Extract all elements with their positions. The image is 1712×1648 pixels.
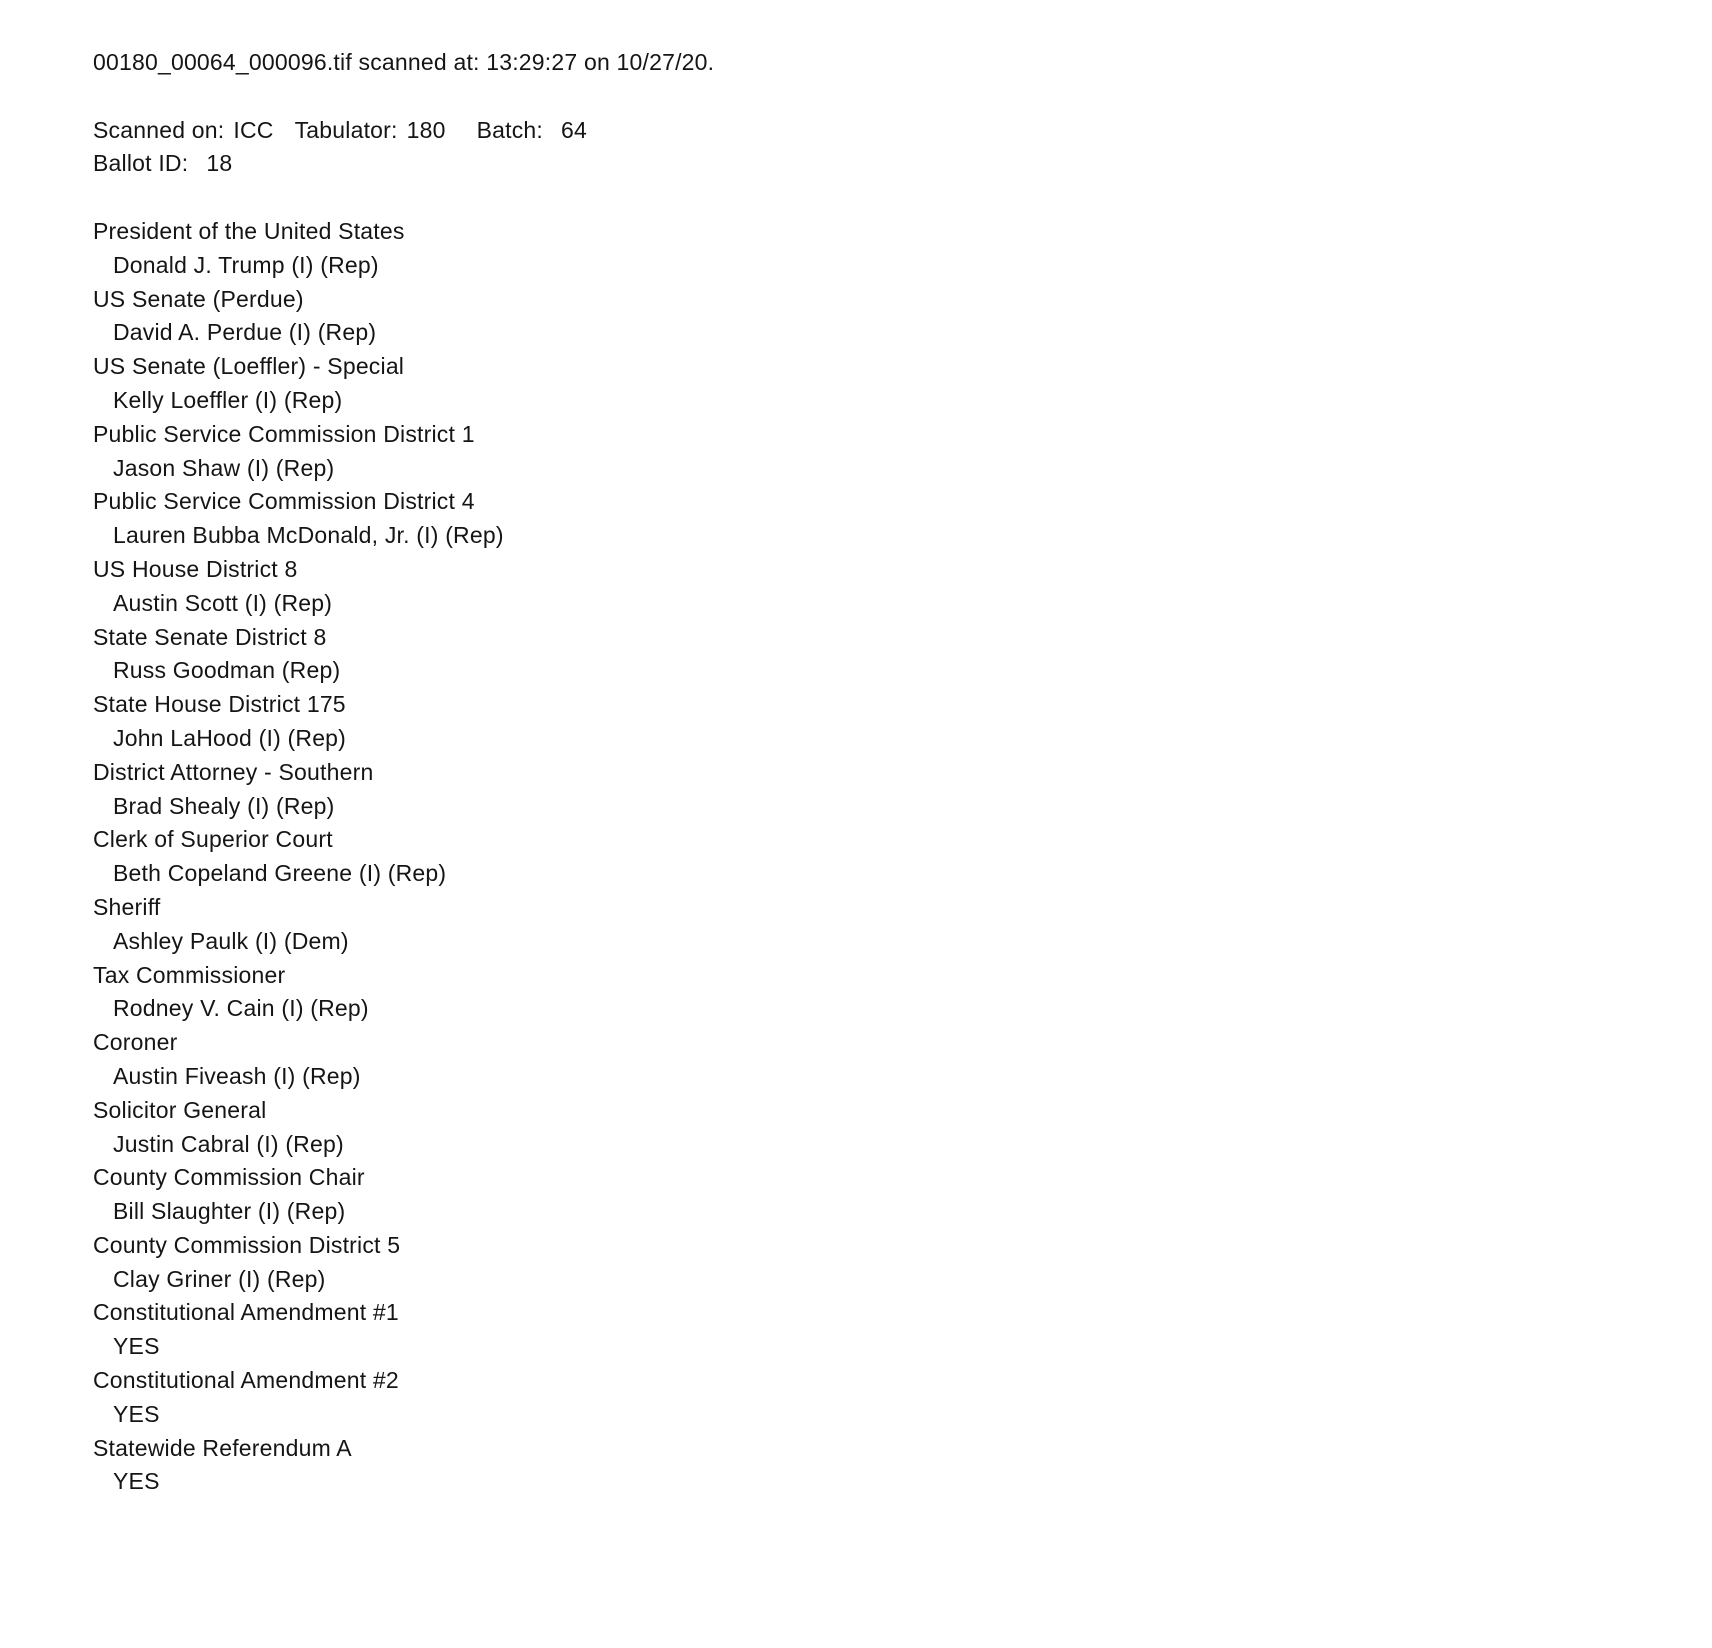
contest-title: County Commission District 5 [93, 1231, 401, 1258]
contest-row [93, 283, 1652, 351]
contest-row [93, 1229, 1652, 1297]
ballot-id-label: Ballot ID: [93, 150, 189, 177]
contest-row [93, 1364, 1652, 1432]
contest-row [93, 688, 1652, 756]
scan-info-line [93, 114, 1652, 148]
tabulator-label: Tabulator: [294, 116, 398, 143]
contest-title: Solicitor General [93, 1096, 267, 1123]
contest-selection: David A. Perdue (I) (Rep) [113, 319, 377, 346]
contest-selection: Brad Shealy (I) (Rep) [113, 792, 335, 819]
contest-row [93, 1432, 1652, 1500]
contest-list [93, 215, 1652, 1499]
contest-selection: Justin Cabral (I) (Rep) [113, 1130, 344, 1157]
contest-selection: Donald J. Trump (I) (Rep) [113, 251, 379, 278]
batch-value: 64 [561, 116, 587, 143]
contest-row [93, 756, 1652, 824]
contest-row [93, 621, 1652, 689]
contest-selection: Russ Goodman (Rep) [113, 657, 341, 684]
contest-selection: Bill Slaughter (I) (Rep) [113, 1198, 346, 1225]
tabulator-value: 180 [406, 116, 446, 143]
contest-title: State Senate District 8 [93, 623, 327, 650]
contest-selection: Jason Shaw (I) (Rep) [113, 454, 335, 481]
contest-selection: YES [113, 1333, 160, 1360]
contest-title: Clerk of Superior Court [93, 826, 333, 853]
batch-label: Batch: [476, 116, 543, 143]
contest-selection: Beth Copeland Greene (I) (Rep) [113, 860, 447, 887]
contest-selection: Rodney V. Cain (I) (Rep) [113, 995, 369, 1022]
scan-filename-line: 00180_00064_000096.tif scanned at: 13:29:27 on 10/27/20. [93, 49, 715, 75]
contest-title: US Senate (Perdue) [93, 285, 304, 312]
contest-selection: John LaHood (I) (Rep) [113, 724, 347, 751]
contest-title: State House District 175 [93, 691, 346, 718]
ballot-id-line [93, 147, 1652, 181]
contest-row [93, 823, 1652, 891]
contest-title: US Senate (Loeffler) - Special [93, 353, 405, 380]
contest-title: Constitutional Amendment #1 [93, 1299, 399, 1326]
contest-title: District Attorney - Southern [93, 758, 374, 785]
contest-selection: Clay Griner (I) (Rep) [113, 1265, 326, 1292]
contest-title: Statewide Referendum A [93, 1434, 352, 1461]
blank-line [93, 181, 1652, 215]
contest-row [93, 418, 1652, 486]
contest-title: County Commission Chair [93, 1164, 365, 1191]
contest-row [93, 1094, 1652, 1162]
contest-selection: Austin Fiveash (I) (Rep) [113, 1062, 361, 1089]
contest-selection: Lauren Bubba McDonald, Jr. (I) (Rep) [113, 522, 504, 549]
contest-row [93, 1161, 1652, 1229]
blank-line [93, 80, 1652, 114]
scanned-on-label: Scanned on: [93, 116, 225, 143]
contest-row [93, 959, 1652, 1027]
contest-selection: YES [113, 1468, 160, 1495]
contest-row [93, 553, 1652, 621]
contest-row [93, 350, 1652, 418]
contest-selection: YES [113, 1400, 160, 1427]
contest-row [93, 891, 1652, 959]
contest-selection: Kelly Loeffler (I) (Rep) [113, 386, 343, 413]
contest-title: Tax Commissioner [93, 961, 286, 988]
scanned-on-value: ICC [233, 116, 274, 143]
contest-title: Public Service Commission District 1 [93, 420, 475, 447]
contest-title: US House District 8 [93, 555, 298, 582]
contest-row [93, 1026, 1652, 1094]
contest-row [93, 215, 1652, 283]
contest-row [93, 485, 1652, 553]
contest-title: Sheriff [93, 893, 161, 920]
contest-row [93, 1296, 1652, 1364]
ballot-id-value: 18 [206, 150, 233, 177]
contest-selection: Ashley Paulk (I) (Dem) [113, 927, 349, 954]
contest-selection: Austin Scott (I) (Rep) [113, 589, 333, 616]
contest-title: Public Service Commission District 4 [93, 488, 475, 515]
contest-title: President of the United States [93, 217, 405, 244]
contest-title: Coroner [93, 1029, 178, 1056]
contest-title: Constitutional Amendment #2 [93, 1367, 399, 1394]
